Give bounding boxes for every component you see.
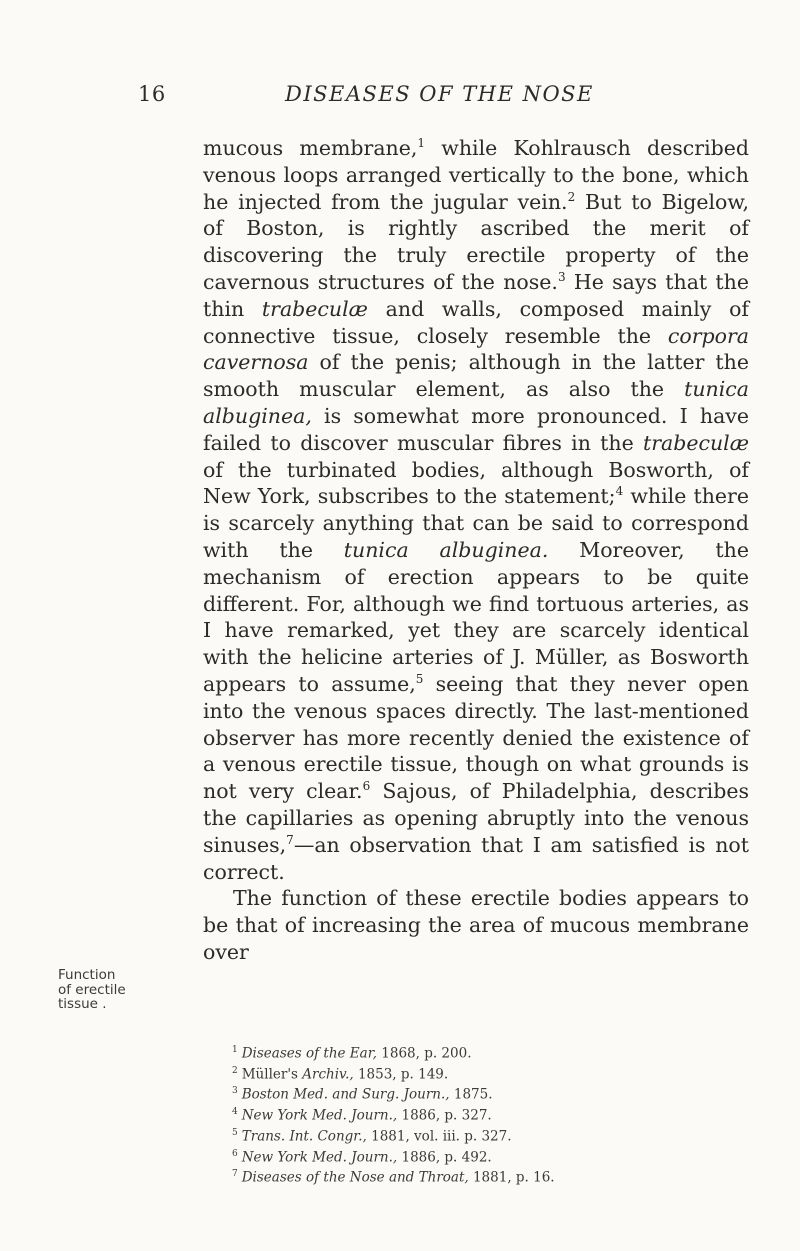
footnote-ref-3: 3	[557, 270, 566, 285]
paragraph-1: mucous membrane,$^1$ while Kohlrausch described venous loops arranged vertically to the bone, which he injected from the jugular vein.$^2$ But to Bigelow, of Boston, is rightly ascribed the merit of discovering the truly erectile property of the cavernous structures of the nose.$^3$ He says that the thin trabeculæ and walls, composed mainly of connective tissue, closely resemble the corpora cavernosa of the penis; although in the latter the smooth muscular element, as also the tunica albuginea, is somewhat more pronounced. I have failed to discover muscular fibres in the trabeculæ of the turbinated bodies, although Bosworth, of New York, subscribes to the statement;$^4$ while there is scarcely anything that can be said to correspond with the tunica albuginea. Moreover, the mechanism of erection appears to be quite different. For, although we find tortuous arteries, as I have remarked, yet they are scarcely identical with the helicine arteries of J. Müller, as Bosworth appears to assume,$^5$ seeing that they never open into the venous spaces directly. The last-mentioned observer has more recently denied the existence of a venous erectile tissue, though on what grounds is not very clear.$^6$ Sajous, of Philadelphia, describes the capillaries as opening abruptly into the venous sinuses,$^7$—an observation that I am satisfied is not correct.	[203, 136, 749, 884]
footnote-ref-7: 7	[286, 832, 294, 847]
footnote-ref-6: 6	[362, 779, 371, 794]
footnote-ref-5: 5	[415, 672, 424, 687]
footnote-ref-2: 2	[567, 189, 576, 204]
footnote-2: $^2$ Müller's Archiv., 1853, p. 149.	[232, 1065, 449, 1083]
footnote-6: $^6$ New York Med. Journ., 1886, p. 492.	[232, 1148, 492, 1166]
footnote-ref-1: 1	[417, 136, 426, 151]
page-number: 16	[138, 82, 166, 106]
footnotes	[232, 1042, 752, 1187]
paragraph-2: The function of these erectile bodies appears to be that of increasing the area of mucous membrane over	[203, 886, 749, 964]
marginal-note: Function of erectile tissue .	[58, 967, 126, 1012]
footnote-ref-4: 4	[615, 484, 624, 499]
footnote-1: $^1$ Diseases of the Ear, 1868, p. 200.	[232, 1045, 472, 1062]
body-text	[203, 135, 749, 966]
running-head: DISEASES OF THE NOSE	[285, 82, 594, 106]
footnote-7: $^7$ Diseases of the Nose and Throat, 1881, p. 16.	[232, 1169, 555, 1186]
footnote-3: $^3$ Boston Med. and Surg. Journ., 1875.	[232, 1086, 493, 1103]
page-header	[0, 82, 800, 112]
footnote-5: $^5$ Trans. Int. Congr., 1881, vol. iii. p. 327.	[232, 1127, 512, 1145]
footnote-4: $^4$ New York Med. Journ., 1886, p. 327.	[232, 1107, 492, 1124]
